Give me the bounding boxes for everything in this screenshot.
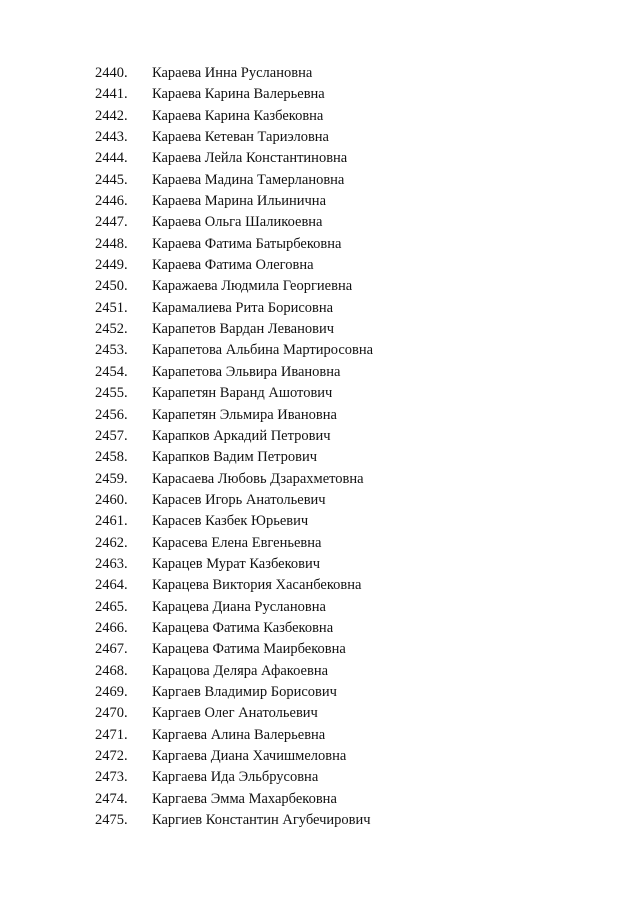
list-item xyxy=(0,319,640,340)
list-item xyxy=(0,383,640,404)
list-item xyxy=(0,447,640,468)
entry-name: Карацева Фатима Казбековна xyxy=(152,619,334,636)
entry-name: Караева Инна Руслановна xyxy=(152,65,313,81)
list-item xyxy=(0,362,640,383)
list-item xyxy=(0,340,640,361)
list-item xyxy=(0,234,640,255)
list-item xyxy=(0,490,640,511)
list-item xyxy=(0,618,640,639)
entry-number: 2453. xyxy=(95,342,128,359)
entry-name: Каргаева Эмма Махарбековна xyxy=(152,790,337,807)
entry-name: Карапетова Альбина Мартиросовна xyxy=(152,342,374,359)
list-item xyxy=(0,682,640,703)
entry-name: Караева Кетеван Тариэловна xyxy=(152,129,329,146)
list-item xyxy=(0,575,640,596)
entry-number: 2458. xyxy=(95,449,128,466)
entry-name: Каражаева Людмила Георгиевна xyxy=(152,278,353,295)
entry-name: Карасев Казбек Юрьевич xyxy=(152,513,309,530)
entry-name: Караева Мадина Тамерлановна xyxy=(152,171,345,188)
entry-name: Караева Фатима Батырбековна xyxy=(152,235,342,252)
entry-number: 2472. xyxy=(95,748,128,764)
list-item xyxy=(0,148,640,169)
entry-name: Карацева Виктория Хасанбековна xyxy=(152,577,362,594)
entry-name: Карамалиева Рита Борисовна xyxy=(152,299,334,316)
entry-name: Каргаев Олег Анатольевич xyxy=(152,705,318,722)
list-item xyxy=(0,63,640,84)
list-item xyxy=(0,405,640,426)
entry-name: Карасева Елена Евгеньевна xyxy=(152,534,322,551)
entry-name: Каргаева Диана Хачишмеловна xyxy=(152,748,347,764)
entry-name: Карасаева Любовь Дзарахметовна xyxy=(152,470,364,487)
list-item xyxy=(0,767,640,788)
list-item xyxy=(0,810,640,831)
entry-number: 2447. xyxy=(95,214,128,231)
list-item xyxy=(0,725,640,746)
entry-name: Караева Фатима Олеговна xyxy=(152,257,314,274)
entry-number: 2450. xyxy=(95,278,128,295)
entry-number: 2462. xyxy=(95,534,128,551)
list-item xyxy=(0,511,640,532)
list-item xyxy=(0,789,640,810)
entry-name: Карапетов Вардан Леванович xyxy=(152,321,335,338)
entry-name: Карапков Аркадий Петрович xyxy=(152,427,331,444)
entry-number: 2451. xyxy=(95,299,128,316)
list-item xyxy=(0,746,640,767)
entry-name: Каргаев Владимир Борисович xyxy=(152,683,337,700)
entry-name: Карацева Диана Руслановна xyxy=(152,598,326,615)
list-item xyxy=(0,661,640,682)
entry-number: 2468. xyxy=(95,662,128,679)
list-item xyxy=(0,639,640,660)
entry-number: 2446. xyxy=(95,193,128,210)
entry-number: 2471. xyxy=(95,726,128,743)
entry-number: 2440. xyxy=(95,65,128,81)
list-item xyxy=(0,597,640,618)
entry-number: 2456. xyxy=(95,406,128,423)
entry-number: 2457. xyxy=(95,427,128,444)
entry-number: 2473. xyxy=(95,769,128,786)
list-item xyxy=(0,127,640,148)
list-item xyxy=(0,170,640,191)
list-item xyxy=(0,703,640,724)
entry-number: 2443. xyxy=(95,129,128,146)
entry-name: Карасев Игорь Анатольевич xyxy=(152,491,326,508)
entry-number: 2461. xyxy=(95,513,128,530)
entry-number: 2474. xyxy=(95,790,128,807)
entry-name: Карапетова Эльвира Ивановна xyxy=(152,363,341,380)
list-item xyxy=(0,276,640,297)
list-item xyxy=(0,255,640,276)
list-item xyxy=(0,533,640,554)
entry-name: Карапетян Варанд Ашотович xyxy=(152,385,333,402)
entry-name: Карапетян Эльмира Ивановна xyxy=(152,406,337,423)
entry-number: 2442. xyxy=(95,107,128,124)
list-item xyxy=(0,554,640,575)
list-item xyxy=(0,426,640,447)
entry-number: 2463. xyxy=(95,555,128,572)
entry-name: Каргаева Алина Валерьевна xyxy=(152,726,326,743)
entry-name: Караева Карина Казбековна xyxy=(152,107,324,124)
list-item xyxy=(0,84,640,105)
list-item xyxy=(0,469,640,490)
entry-name: Каргаева Ида Эльбрусовна xyxy=(152,769,319,786)
entry-number: 2459. xyxy=(95,470,128,487)
list-item xyxy=(0,212,640,233)
entry-number: 2470. xyxy=(95,705,128,722)
entry-number: 2452. xyxy=(95,321,128,338)
entry-number: 2475. xyxy=(95,812,128,829)
entry-number: 2467. xyxy=(95,641,128,658)
entry-number: 2464. xyxy=(95,577,128,594)
entry-name: Карацев Мурат Казбекович xyxy=(152,555,321,572)
entry-number: 2465. xyxy=(95,598,128,615)
entry-name: Карацева Фатима Маирбековна xyxy=(152,641,346,658)
entry-number: 2454. xyxy=(95,363,128,380)
entry-number: 2466. xyxy=(95,619,128,636)
entry-name: Карацова Деляра Афакоевна xyxy=(152,662,329,679)
entry-number: 2460. xyxy=(95,491,128,508)
entry-number: 2469. xyxy=(95,683,128,700)
list-item xyxy=(0,106,640,127)
entry-name: Караева Ольга Шаликоевна xyxy=(152,214,323,231)
entry-name: Караева Лейла Константиновна xyxy=(152,150,348,167)
entry-name: Карапков Вадим Петрович xyxy=(152,449,318,466)
entry-number: 2448. xyxy=(95,235,128,252)
entry-number: 2441. xyxy=(95,86,128,103)
list-item xyxy=(0,298,640,319)
entry-name: Караева Карина Валерьевна xyxy=(152,86,325,103)
entry-number: 2444. xyxy=(95,150,128,167)
name-list xyxy=(0,63,640,831)
entry-number: 2455. xyxy=(95,385,128,402)
entry-number: 2449. xyxy=(95,257,128,274)
entry-name: Каргиев Константин Агубечирович xyxy=(152,812,371,829)
list-item xyxy=(0,191,640,212)
entry-number: 2445. xyxy=(95,171,128,188)
entry-name: Караева Марина Ильинична xyxy=(152,193,326,210)
